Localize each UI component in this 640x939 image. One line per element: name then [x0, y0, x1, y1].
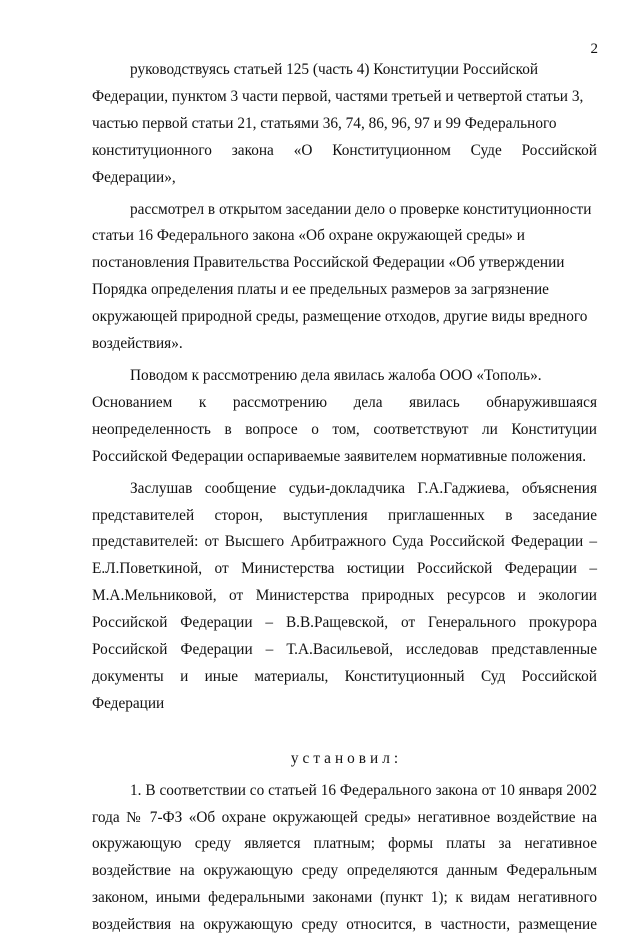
text-line: окружающую среду является платным; формы платы за негативное	[92, 835, 597, 853]
text-line: представителей: от Высшего Арбитражного Суда Российской Федерации –	[92, 533, 597, 551]
text-line: статьи 16 Федерального закона «Об охране окружающей среды» и	[92, 227, 525, 245]
text-line: представителей сторон, выступления приглашенных в заседание	[92, 506, 597, 524]
page-number: 2	[590, 41, 598, 57]
text-line: рассмотрел в открытом заседании дело о проверке конституционности	[130, 200, 592, 218]
text-line: Федерации, пунктом 3 части первой, частями третьей и четвертой статьи 3,	[92, 87, 584, 105]
text-line: Российской Федерации оспариваемые заявителем нормативные положения.	[92, 447, 587, 465]
paragraph-section-1	[92, 778, 597, 939]
paragraph-case-subject	[92, 197, 597, 358]
text-line: воздействия на окружающую среду относится, в частности, размещение	[92, 916, 597, 934]
text-line: окружающей природной среды, размещение отходов, другие виды вредного	[92, 308, 588, 326]
text-line: воздействия».	[92, 335, 183, 353]
text-line: Основанием к рассмотрению дела явилась обнаружившаяся	[92, 393, 597, 411]
section-heading: установил:	[290, 749, 403, 767]
paragraph-legal-basis	[92, 57, 597, 192]
text-line: М.А.Мельниковой, от Министерства природных ресурсов и экологии	[92, 587, 597, 605]
paragraph-grounds	[92, 363, 597, 471]
text-line: конституционного закона «О Конституционном Суде Российской Федерации»,	[92, 141, 597, 186]
text-line: руководствуясь статьей 125 (часть 4) Конституции Российской	[130, 61, 539, 78]
document-body	[92, 57, 597, 939]
text-line: законом, иными федеральными законами (пункт 1); к видам негативного	[92, 889, 597, 907]
text-line: Порядка определения платы и ее предельных размеров за загрязнение	[92, 281, 549, 299]
text-line: Российской Федерации – В.В.Ращевской, от Генерального прокурора	[92, 614, 597, 632]
text-line: воздействие на окружающую среду определяются данным Федеральным	[92, 862, 597, 880]
section-heading-block	[92, 746, 597, 773]
text-line: неопределенность в вопросе о том, соответствуют ли Конституции	[92, 420, 597, 438]
text-line: документы и иные материалы, Конституционный Суд Российской Федерации	[92, 667, 597, 712]
text-line: Е.Л.Поветкиной, от Министерства юстиции Российской Федерации –	[92, 560, 597, 578]
text-line: 1. В соответствии со статьей 16 Федерального закона от 10 января 2002	[130, 781, 597, 799]
text-line: Заслушав сообщение судьи-докладчика Г.А.Гаджиева, объяснения	[130, 479, 597, 497]
text-line: постановления Правительства Российской Федерации «Об утверждении	[92, 254, 565, 272]
text-line: частью первой статьи 21, статьями 36, 74, 86, 96, 97 и 99 Федерального	[92, 114, 557, 132]
text-line: года № 7-ФЗ «Об охране окружающей среды» негативное воздействие на	[92, 808, 597, 826]
text-line: Поводом к рассмотрению дела явилась жалоба ООО «Тополь».	[130, 366, 542, 384]
paragraph-hearing	[92, 476, 597, 718]
text-line: Российской Федерации – Т.А.Васильевой, исследовав представленные	[92, 641, 597, 659]
